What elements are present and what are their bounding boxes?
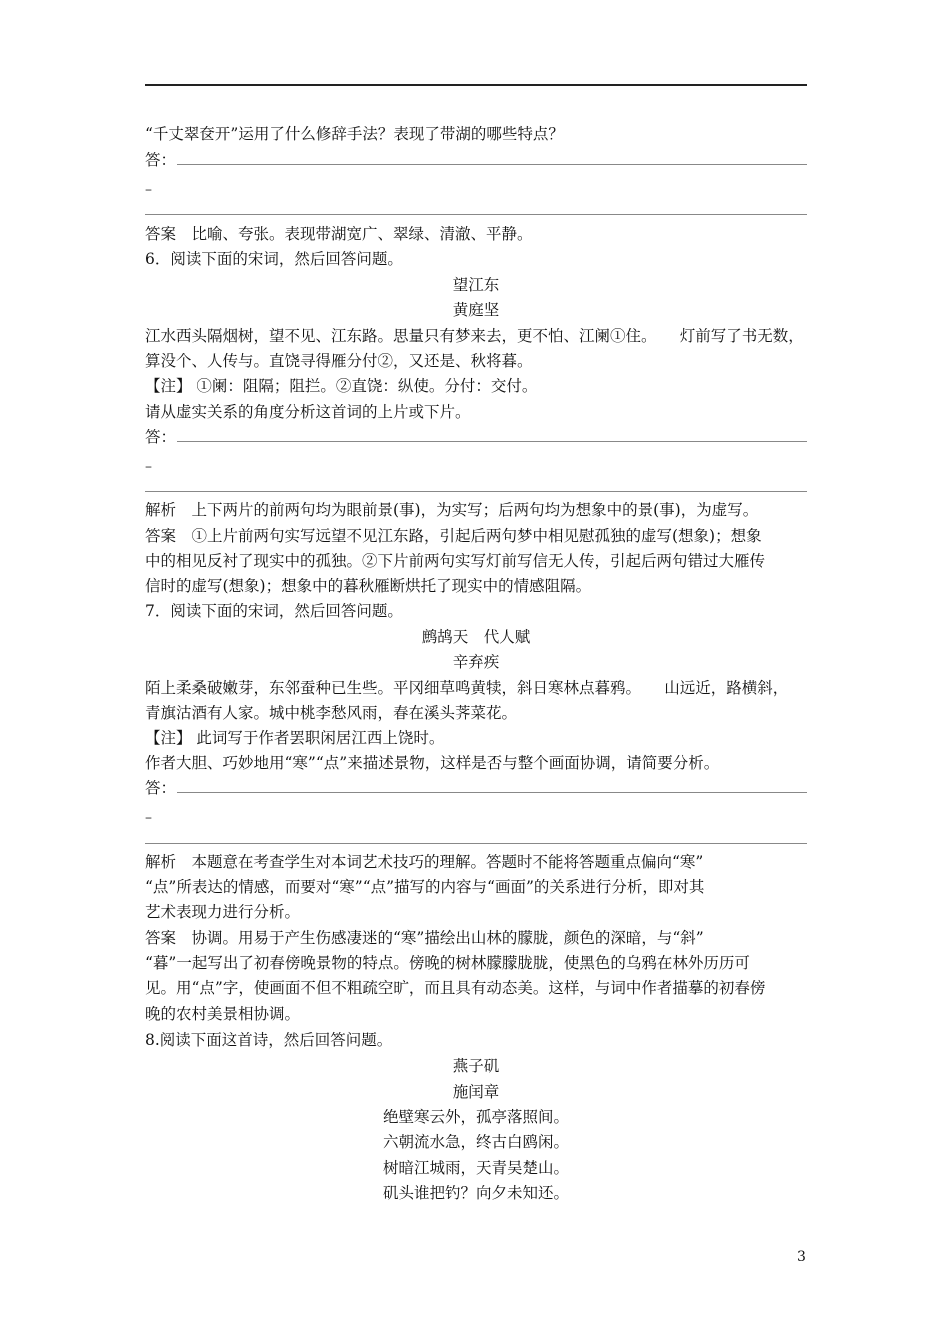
- answer-line: [177, 792, 807, 793]
- q6-poem-line: 江水西头隔烟树，望不见、江东路。思量只有梦来去，更不怕、江阑①住。 灯前写了书无数，: [145, 327, 804, 345]
- answer-line: [177, 164, 807, 165]
- q7-question: 作者大胆、巧妙地用“寒”“点”来描述景物，这样是否与整个画面协调，请简要分析。: [145, 754, 720, 772]
- q7-answer-line: 晚的农村美景相协调。: [145, 1005, 301, 1023]
- q5-answer-field[interactable]: [145, 150, 807, 170]
- q8-intro: 8.阅读下面这首诗，然后回答问题。: [145, 1031, 393, 1049]
- q7-analysis-line: 解析 本题意在考查学生对本词艺术技巧的理解。答题时不能将答题重点偏向“寒”: [145, 853, 704, 871]
- q6-question: 请从虚实关系的角度分析这首词的上片或下片。: [145, 403, 471, 421]
- header-rule: [145, 84, 807, 86]
- q7-note: 【注】 此词写于作者罢职闲居江西上饶时。: [145, 729, 445, 747]
- q6-analysis: 解析 上下两片的前两句均为眼前景(事)，为实写；后两句均为想象中的景(事)，为虚写。: [145, 501, 759, 519]
- q7-poem-author: 辛弃疾: [452, 653, 500, 671]
- q7-intro: 7．阅读下面的宋词，然后回答问题。: [145, 602, 403, 620]
- q8-poem-line: 矶头谁把钓？向夕未知还。: [382, 1184, 569, 1202]
- q8-poem-line: 六朝流水急，终古白鸥闲。: [382, 1133, 569, 1151]
- q7-answer-line: 见。用“点”字，使画面不但不粗疏空旷，而且具有动态美。这样，与词中作者描摹的初春傍: [145, 979, 766, 997]
- answer-line: [145, 491, 807, 492]
- q8-poem-line: 树暗江城雨，天青吴楚山。: [382, 1159, 569, 1177]
- q8-poem-title: 燕子矶: [452, 1057, 500, 1075]
- q7-answer-line: “暮”一起写出了初春傍晚景物的特点。傍晚的树林朦朦胧胧，使黑色的乌鸦在林外历历可: [145, 954, 750, 972]
- answer-line: [145, 214, 807, 215]
- answer-line: [177, 441, 807, 442]
- q7-answer-line: 答案 协调。用易于产生伤感凄迷的“寒”描绘出山林的朦胧，颜色的深暗，与“斜”: [145, 929, 704, 947]
- page-number: 3: [797, 1249, 806, 1265]
- q6-poem-line: 算没个、人传与。直饶寻得雁分付②，又还是、秋将暮。: [145, 352, 533, 370]
- q6-poem-author: 黄庭坚: [452, 301, 500, 319]
- q5-question: “千丈翠奁开”运用了什么修辞手法？表现了带湖的哪些特点？: [145, 125, 564, 143]
- q6-answer-line: 答案 ①上片前两句实写远望不见江东路，引起后两句梦中相见慰孤独的虚写(想象)；想象: [145, 527, 762, 545]
- q7-answer-field[interactable]: [145, 778, 807, 798]
- q6-answer-field[interactable]: [145, 427, 807, 447]
- q6-answer-line: 信时的虚写(想象)；想象中的暮秋雁断烘托了现实中的情感阻隔。: [145, 577, 592, 595]
- q8-poem-author: 施闰章: [452, 1083, 500, 1101]
- q5-answer: 答案 比喻、夸张。表现带湖宽广、翠绿、清澈、平静。: [145, 225, 533, 243]
- q7-analysis-line: “点”所表达的情感，而要对“寒”“点”描写的内容与“画面”的关系进行分析，即对其: [145, 878, 705, 896]
- q7-poem-line: 青旗沽酒有人家。城中桃李愁风雨，春在溪头荠菜花。: [145, 704, 518, 722]
- q7-poem-line: 陌上柔桑破嫩芽，东邻蚕种已生些。平冈细草鸣黄犊，斜日寒林点暮鸦。 山远近，路横斜，: [145, 679, 789, 697]
- continuation-dash: –: [145, 810, 152, 826]
- q7-analysis-line: 艺术表现力进行分析。: [145, 903, 301, 921]
- q6-answer-line: 中的相见反衬了现实中的孤独。②下片前两句实写灯前写信无人传，引起后两句错过大雁传: [145, 552, 766, 570]
- q8-poem-line: 绝壁寒云外，孤亭落照间。: [382, 1108, 569, 1126]
- answer-label: 答：: [145, 779, 177, 797]
- continuation-dash: –: [145, 182, 152, 198]
- answer-label: 答：: [145, 151, 177, 169]
- answer-line: [145, 843, 807, 844]
- q6-intro: 6．阅读下面的宋词，然后回答问题。: [145, 250, 403, 268]
- q6-note: 【注】 ①阑：阻隔；阻拦。②直饶：纵使。分付：交付。: [145, 377, 538, 395]
- q6-poem-title: 望江东: [452, 276, 500, 294]
- continuation-dash: –: [145, 459, 152, 475]
- q7-poem-title: 鹧鸪天 代人赋: [421, 628, 531, 646]
- answer-label: 答：: [145, 428, 177, 446]
